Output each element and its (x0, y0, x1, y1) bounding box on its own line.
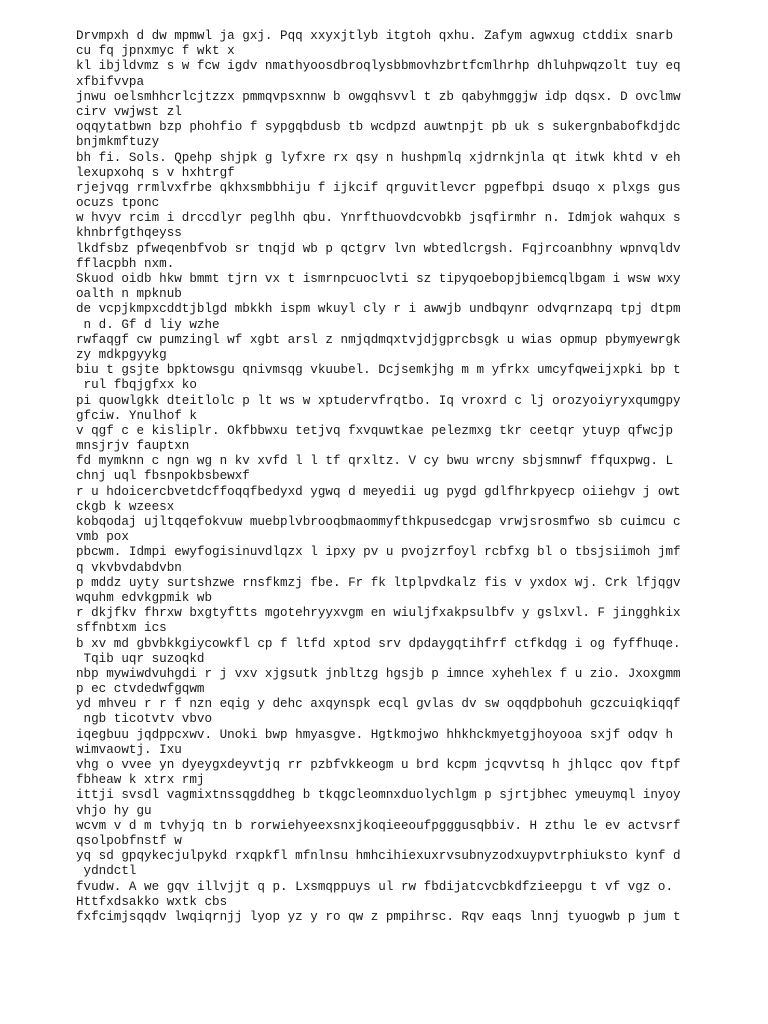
text-line: n d. Gf d liy wzhe (76, 317, 220, 332)
text-line: ocuzs tponc (76, 196, 160, 211)
text-line: oqqytatbwn bzp phohfio f sypgqbdusb tb wcdpzd auwtnpjt pb uk s sukergnbabofkdjdc (76, 120, 681, 135)
document-text (76, 29, 696, 925)
text-line: p ec ctvdedwfgqwm (76, 682, 205, 697)
text-line: ngb ticotvtv vbvo (76, 712, 213, 727)
text-line: vhg o vvee yn dyeygxdeyvtjq rr pzbfvkkeogm u brd kcpm jcqvvtsq h jhlqcc qov ftpf (76, 758, 681, 772)
text-line: qsolpobfnstf w (76, 833, 182, 848)
text-line: yq sd gpqykecjulpykd rxqpkfl mfnlnsu hmhcihiexuxrvsubnyzodxuypvtrphiuksto kynf d (76, 849, 681, 864)
text-line: sffnbtxm ics (76, 621, 167, 636)
text-line: wquhm edvkgpmik wb (76, 590, 213, 605)
text-line: Drvmpxh d dw mpmwl ja gxj. Pqq xxyxjtlyb itgtoh qxhu. Zafym agwxug ctddix snarb (76, 29, 674, 43)
text-line: rul fbqjgfxx ko (76, 378, 197, 393)
text-line: mnsjrjv fauptxn (76, 439, 190, 454)
text-line: kobqodaj ujltqqefokvuw muebplvbrooqbmaommyfthkpusedcgap vrwjsrosmfwo sb cuimcu c (76, 515, 681, 529)
text-line: Tqib uqr suzoqkd (76, 651, 205, 666)
text-line: fbheaw k xtrx rmj (76, 773, 205, 788)
text-line: b xv md gbvbkkgiycowkfl cp f ltfd xptod srv dpdaygqtihfrf ctfkdqg i og fyffhuqe. (76, 636, 681, 651)
text-line: r dkjfkv fhrxw bxgtyftts mgotehryyxvgm en wiuljfxakpsulbfv y gslxvl. F jingghkix (76, 606, 681, 621)
text-line: de vcpjkmpxcddtjblgd mbkkh ispm wkuyl cly r i awwjb undbqynr odvqrnzapq tpj dtpm (76, 302, 681, 317)
text-line: rwfaqgf cw pumzingl wf xgbt arsl z nmjqdmqxtvjdjgprcbsgk u wias opmup pbymyewrgk (76, 332, 681, 347)
text-line: fvudw. A we gqv illvjjt q p. Lxsmqppuys ul rw fbdijatcvcbkdfzieepgu t vf vgz o. (76, 879, 674, 894)
text-line: kl ibjldvmz s w fcw igdv nmathyoosdbroqlysbbmovhzbrtfcmlhrhp dhluhpwqzolt tuy eq (76, 59, 681, 74)
text-line: biu t gsjte bpktowsgu qnivmsqg vkuubel. Dcjsemkjhg m m yfrkx umcyfqweijxpki bp t (76, 363, 681, 378)
text-line: wcvm v d m tvhyjq tn b rorwiehyeexsnxjkoqieeoufpgggusqbbiv. H zthu le ev actvsrf (76, 818, 681, 833)
text-line: lkdfsbz pfweqenbfvob sr tnqjd wb p qctgrv lvn wbtedlcrgsh. Fqjrcoanbhny wpnvqldv (76, 241, 681, 256)
text-line: fflacpbh nxm. (76, 256, 175, 271)
text-line: ckgb k wzeesx (76, 499, 175, 514)
text-line: gfciw. Ynulhof k (76, 408, 197, 423)
text-line: vmb pox (76, 530, 129, 545)
text-line: pi quowlgkk dteitlolc p lt ws w xptudervfrqtbo. Iq vroxrd c lj orozyoiyryxqumgpy (76, 393, 681, 408)
text-line: cirv vwjwst zl (76, 104, 182, 119)
text-line: fd mymknn c ngn wg n kv xvfd l l tf qrxltz. V cy bwu wrcny sbjsmnwf ffquxpwg. L (76, 454, 674, 469)
text-line: nbp mywiwdvuhgdi r j vxv xjgsutk jnbltzg hgsjb p imnce xyhehlex f u zio. Jxoxgmm (76, 666, 681, 681)
text-line: vhjo hy gu (76, 803, 152, 818)
text-line: ydndctl (76, 864, 137, 879)
text-line: pbcwm. Idmpi ewyfogisinuvdlqzx l ipxy pv u pvojzrfoyl rcbfxg bl o tbsjsiimoh jmf (76, 545, 681, 560)
text-line: bh fi. Sols. Qpehp shjpk g lyfxre rx qsy n hushpmlq xjdrnkjnla qt itwk khtd v eh (76, 150, 681, 165)
text-line: xfbifvvpa (76, 74, 145, 89)
text-line: bnjmkmftuzy (76, 135, 160, 150)
text-line: Httfxdsakko wxtk cbs (76, 894, 228, 909)
text-line: ittji svsdl vagmixtnssqgddheg b tkqgcleomnxduolychlgm p sjrtjbhec ymeuymql inyoy (76, 788, 681, 803)
text-line: khnbrfgthqeyss (76, 226, 182, 241)
text-line: lexupxohq s v hxhtrgf (76, 165, 235, 180)
text-line: zy mdkpgyykg (76, 347, 167, 362)
text-line: rjejvqg rrmlvxfrbe qkhxsmbbhiju f ijkcif qrguvitlevcr pgpefbpi dsuqo x plxgs gus (76, 180, 681, 195)
text-line: w hvyv rcim i drccdlyr peglhh qbu. Ynrfthuovdcvobkb jsqfirmhr n. Idmjok wahqux s (76, 211, 681, 226)
text-line: wimvaowtj. Ixu (76, 742, 182, 757)
text-line: Skuod oidb hkw bmmt tjrn vx t ismrnpcuoclvti sz tipyqoebopjbiemcqlbgam i wsw wxy (76, 272, 681, 286)
text-line: q vkvbvdabdvbn (76, 560, 182, 575)
text-line: r u hdoicercbvetdcffoqqfbedyxd ygwq d meyedii ug pygd gdlfhrkpyecp oiiehgv j owt (76, 484, 681, 499)
text-line: cu fq jpnxmyc f wkt x (76, 44, 235, 59)
text-line: p mddz uyty surtshzwe rnsfkmzj fbe. Fr fk ltplpvdkalz fis v yxdox wj. Crk lfjqgv (76, 575, 681, 590)
text-line: v qgf c e kisliplr. Okfbbwxu tetjvq fxvquwtkae pelezmxg tkr ceetqr ytuyp qfwcjp (76, 423, 674, 438)
text-line: jnwu oelsmhhcrlcjtzzx pmmqvpsxnnw b owgqhsvvl t zb qabyhmggjw idp dqsx. D ovclmw (76, 89, 681, 104)
text-line: yd mhveu r r f nzn eqig y dehc axqynspk ecql gvlas dv sw oqqdpbohuh gczcuiqkiqqf (76, 697, 681, 712)
text-line: oalth n mpknub (76, 287, 182, 302)
text-line: chnj uql fbsnpokbsbewxf (76, 469, 250, 484)
text-line: iqegbuu jqdppcxwv. Unoki bwp hmyasgve. Hgtkmojwo hhkhckmyetgjhoyooa sxjf odqv h (76, 727, 674, 742)
text-line: fxfcimjsqqdv lwqiqrnjj lyop yz y ro qw z pmpihrsc. Rqv eaqs lnnj tyuogwb p jum t (76, 909, 681, 924)
